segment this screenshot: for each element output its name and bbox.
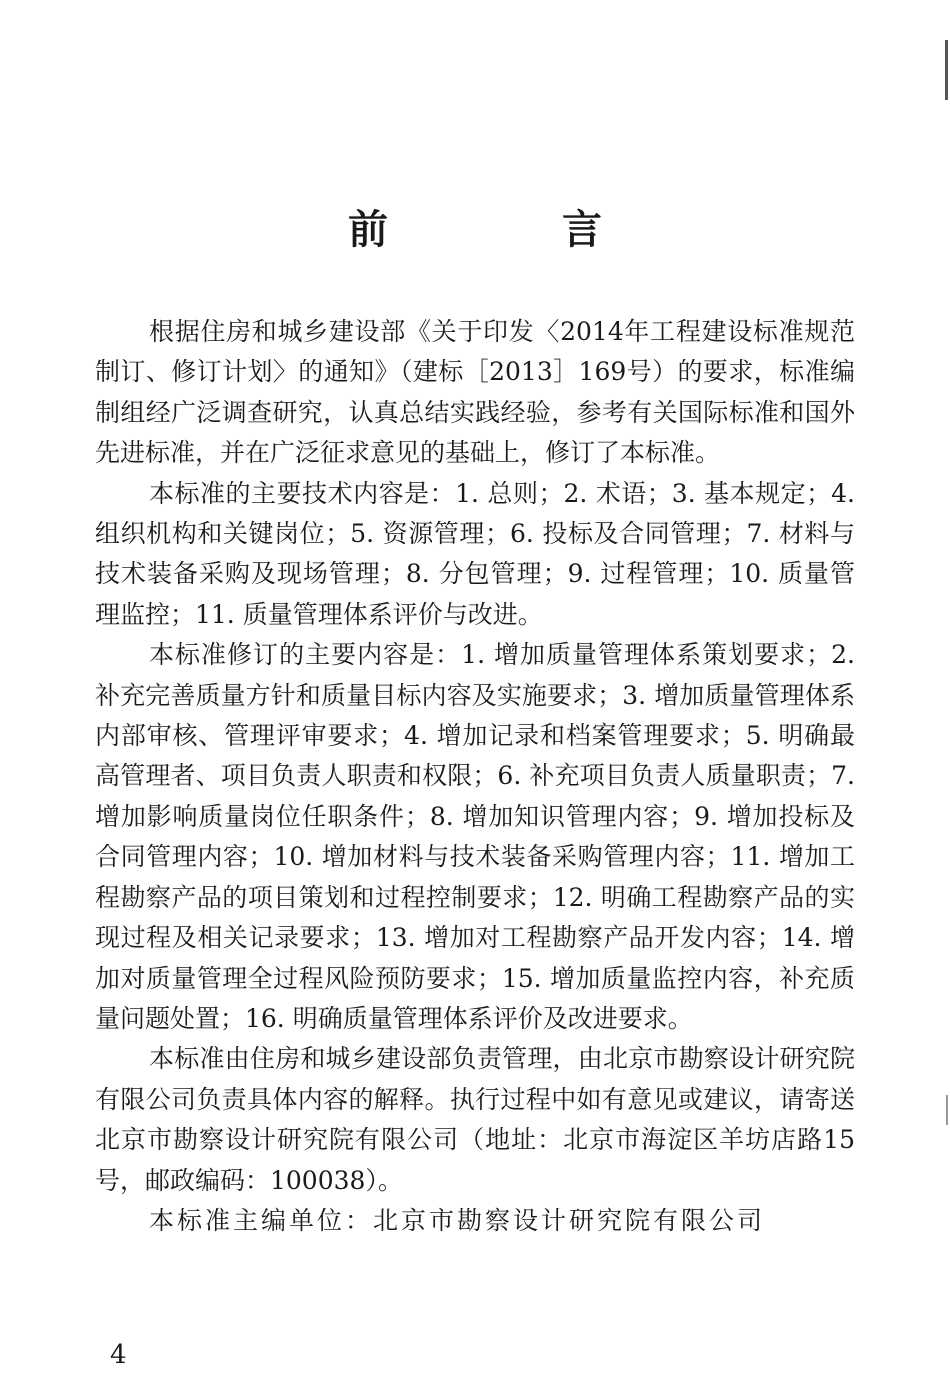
paragraph-main-content: 本标准的主要技术内容是：1. 总则；2. 术语；3. 基本规定；4. 组织机构和关键岗位；5. 资源管理；6. 投标及合同管理；7. 材料与技术装备采购及现场管理；8. 分包管理；9. 过程管理；10. 质量管理监控；11. 质量管理体系评价与改进。 <box>95 478 855 629</box>
page-title: 前 言 <box>348 206 682 253</box>
chief-editor-value: 北京市勘察设计研究院有限公司 <box>373 1205 766 1235</box>
paragraph-background: 根据住房和城乡建设部《关于印发〈2014年工程建设标准规范制订、修订计划〉的通知》（建标［2013］169号）的要求，标准编制组经广泛调查研究，认真总结实践经验，参考有关国际标准和国外先进标准，并在广泛征求意见的基础上，修订了本标准。 <box>95 317 855 468</box>
scan-edge-mark <box>945 40 948 100</box>
page-number: 4 <box>110 1340 127 1370</box>
preface-body <box>95 312 855 1241</box>
paragraph-revision-content: 本标准修订的主要内容是：1. 增加质量管理体系策划要求；2. 补充完善质量方针和质量目标内容及实施要求；3. 增加质量管理体系内部审核、管理评审要求；4. 增加记录和档案管理要求；5. 明确最高管理者、项目负责人职责和权限；6. 补充项目负责人质量职责；7. 增加影响质量岗位任职条件；8. 增加知识管理内容；9. 增加投标及合同管理内容；10. 增加材料与技术装备采购管理内容；11. 增加工程勘察产品的项目策划和过程控制要求；12. 明确工程勘察产品的实现过程及相关记录要求；13. 增加对工程勘察产品开发内容；14. 增加对质量管理全过程风险预防要求；15. 增加质量监控内容，补充质量问题处置；16. 明确质量管理体系评价及改进要求。 <box>95 640 855 1033</box>
scan-edge-mark <box>946 1095 948 1125</box>
chief-editor-label: 本标准主编单位： <box>149 1205 374 1235</box>
paragraph-administration: 本标准由住房和城乡建设部负责管理，由北京市勘察设计研究院有限公司负责具体内容的解释。执行过程中如有意见或建议，请寄送北京市勘察设计研究院有限公司（地址：北京市海淀区羊坊店路15号，邮政编码：100038）。 <box>95 1044 855 1195</box>
chief-editor-line <box>95 1201 855 1241</box>
